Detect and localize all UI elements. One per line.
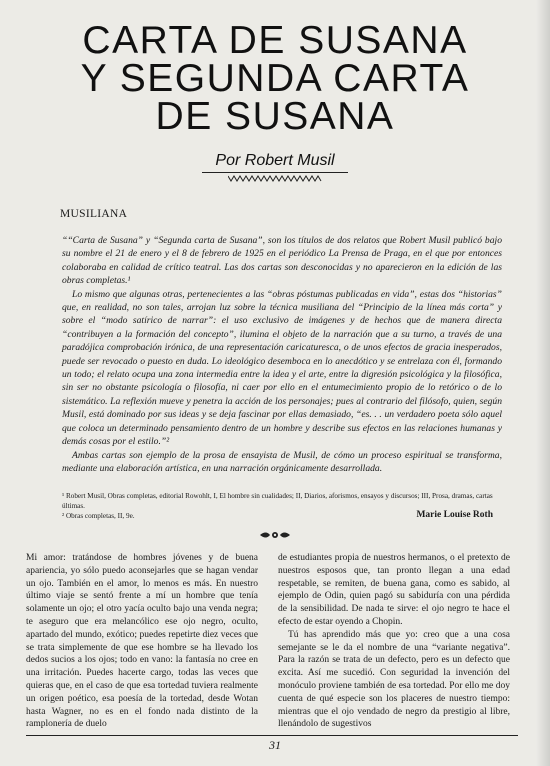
byline: Por Robert Musil xyxy=(215,152,335,169)
page-edge-shadow xyxy=(536,0,550,766)
intro-author: Marie Louise Roth xyxy=(416,510,493,520)
body-paragraph: Tú has aprendido más que yo: creo que a una cosa semejante se le da el nombre de una “variante negativa”. Para la razón se trata de un defecto, pero es un defecto que excita. Así me sucedió. Con seguridad la invención del monóculo proviene también de esa tortedad. Por ello me doy cuenta de qué especie son los placeres de nuestro tiempo: mientras que el ojo vendado de negro da prestigio al libre, llenándolo de sugestivos xyxy=(278,629,510,730)
zigzag-ornament xyxy=(228,175,322,182)
intro-paragraph: Lo mismo que algunas otras, pertenecientes a las “obras póstumas publicadas en vida”, estas dos “historias” que, en realidad, no son tales, arrojan luz sobre la técnica musiliana del “Principio de la línea más corta” y sobre el “modo satírico de narrar”: el uso exclusivo de imágenes y de hechos que de manera directa “contribuyen a la formación del concepto”, ilumina el objeto de la narración que a su turno, a través de una paradójica comprobación irónica, de una representación caricaturesca, o de unos efectos de gracia inesperados, puede ser revocado o puesto en duda. Lo ideológico desemboca en lo anecdótico y se entrelaza con él, formando un todo; el relato ocupa una zona intermedia entre la idea y el arte, entre la digresión psicológica y la filosófica, sin ser no obstante psicología o filosofía, ni caer por ello en el entumecimiento propio de lo retórico o de lo sistemático. La reflexión mueve y penetra la acción de los personajes; pues al contrario del filósofo, quien, según Musil, está dominado por sus ideas y se deja fascinar por ellas demasiado, “es. . . un verdadero poeta sólo aquel que coloca un determinado pensamiento dentro de un hombre y describe sus efectos en las relaciones humanas y demás cosas por el estilo.”² xyxy=(62,288,502,448)
page-number: 31 xyxy=(269,738,281,752)
article-title xyxy=(0,19,550,138)
intro-paragraph: ““Carta de Susana” y “Segunda carta de Susana”, son los títulos de dos relatos que Robert Musil publicó bajo su nombre el 21 de enero y el 8 de febrero de 1925 en el periódico La Prensa de Praga, en el que por entonces colaboraba en calidad de crítico teatral. Las dos cartas son desconocidas y no aparecieron en la edición de las obras completas.¹ xyxy=(62,235,502,287)
footnote: ² Obras completas, II, 9e. xyxy=(62,512,135,520)
footer-rule xyxy=(26,735,518,736)
title-line: Y SEGUNDA CARTA xyxy=(80,57,470,100)
title-line: CARTA DE SUSANA xyxy=(82,19,468,62)
footnote: ¹ Robert Musil, Obras completas, editorial Rowohlt, I, El hombre sin cualidades; II, Diarios, aforismos, ensayos y discursos; III, Prosa, dramas, cartas últimas. xyxy=(62,492,493,510)
introduction xyxy=(62,234,502,475)
body-paragraph: Mi amor: tratándose de hombres jóvenes y de buena apariencia, yo sólo puedo aconsejarles que se hagan vendar un ojo. También en el amor, lo menos es más. En nuestro último viaje se sentó frente a mí un hombre que tenía solamente un ojo; el otro yacía oculto bajo una venda negra; te aseguro que era melancólico ese ojo negro, oculto, apartado del mundo, exótico; puedes repetirte diez veces que se trata simplemente de que ese hombre se ha llevado los dedos sucios a los ojos; todo en vano: la fantasía no cree en una irritación. Puedes hacerte cargo, todas las veces que quieras que, en el caso de que esa tortedad tuviera realmente un origen poético, esa poesía de la tortedad, desde Wotan hasta Wagner, no es en el fondo nada distinto de la ramplonería de duelo xyxy=(26,553,258,730)
section-heading: MUSILIANA xyxy=(60,208,128,220)
fleuron-ornament xyxy=(258,530,292,540)
intro-paragraph: Ambas cartas son ejemplo de la prosa de ensayista de Musil, de cómo un proceso espiritual se transforma, mediante una elaboración artística, en una narración orgánicamente desarrollada. xyxy=(62,449,502,474)
body-paragraph: de estudiantes propia de nuestros hermanos, o el pretexto de nuestros esposos que, tan pronto llegan a una edad respetable, se remiten, de buena gana, como es sabido, al ejemplo de Odin, quien pagó su sabiduría con una pérdida de la sensibilidad. De nada te sirve: el ojo negro te hace el efecto de estar oyendo a Chopin. xyxy=(278,553,510,627)
body-column-left xyxy=(26,552,258,731)
body-column-right xyxy=(278,552,510,731)
byline-rule xyxy=(202,172,348,173)
title-line: DE SUSANA xyxy=(155,95,395,138)
